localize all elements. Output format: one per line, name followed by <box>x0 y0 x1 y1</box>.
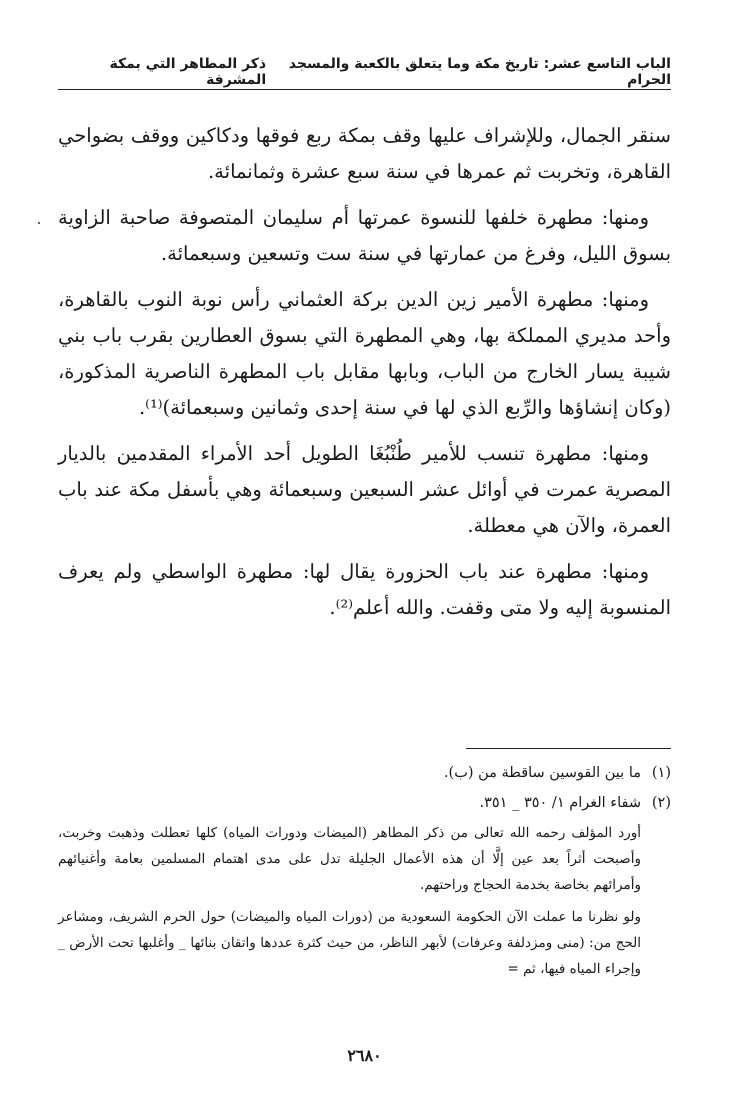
footnote-text: ما بين القوسين ساقطة من (ب). <box>443 765 641 781</box>
footnotes <box>58 760 671 988</box>
footnote-number: (٢) <box>651 795 671 811</box>
footnote <box>58 760 671 786</box>
paragraph: ومنها: مطهرة الأمير زين الدين بركة العثماني رأس نوبة النوب بالقاهرة، وأحد مديري المملكة بها، وهي المطهرة التي بسوق العطارين بقرب باب بني شيبة يسار الخارج من الباب، وبابها مقابل باب المطهرة الناصرية المذكورة، (وكان إنشاؤها والرِّبع الذي لها في سنة إحدى وثمانين وسبعمائة)⁽¹⁾. <box>58 288 671 419</box>
section-title: ذكر المطاهر التي بمكة المشرفة <box>109 56 267 88</box>
footnote-separator <box>466 748 671 749</box>
book-page <box>58 0 671 1114</box>
margin-mark <box>38 222 40 224</box>
commentary-paragraph: ولو نظرنا ما عملت الآن الحكومة السعودية من (دورات المياه والميضات) حول الحرم الشريف، ومشاعر الحج من: (منى ومزدلفة وعرفات) لأبهر الناظر، من حيث كثرة عددها واتقان بنائها _ وأغلبها تحت الأرض _ وإجراء المياه فيها، ثم = <box>58 909 641 977</box>
commentary-paragraph: أورد المؤلف رحمه الله تعالى من ذكر المطاهر (الميضات ودورات المياه) كلها تعطلت وذهبت وخربت، وأصبحت أثراً بعد عين إلَّا أن هذه الأعمال الجليلة تدل على مدى اهتمام المسلمين بعامة وأغنيائهم وأمرائهم بخاصة بخدمة الحجاج وراحتهم. <box>58 825 641 893</box>
paragraph: ومنها: مطهرة عند باب الحزورة يقال لها: مطهرة الواسطي ولم يعرف المنسوبة إليه ولا متى وقفت. والله أعلم⁽²⁾. <box>58 560 671 619</box>
editor-commentary <box>58 820 641 982</box>
page-number: ٢٦٨٠ <box>347 1046 382 1065</box>
footnote <box>58 790 671 816</box>
footnote-number: (١) <box>651 765 671 781</box>
paragraph: سنقر الجمال، وللإشراف عليها وقف بمكة ربع فوقها ودكاكين ووقف بضواحي القاهرة، وتخربت ثم عمرها في سنة سبع عشرة وثمانمائة. <box>58 124 671 183</box>
footnote-text: شفاء الغرام ١/ ٣٥٠ _ ٣٥١. <box>479 795 641 811</box>
chapter-title: الباب التاسع عشر: تاريخ مكة وما يتعلق بالكعبة والمسجد الحرام <box>288 56 671 88</box>
main-text <box>58 118 671 636</box>
header-rule <box>58 89 671 90</box>
paragraph: ومنها: مطهرة خلفها للنسوة عمرتها أم سليمان المتصوفة صاحبة الزاوية بسوق الليل، وفرغ من عمارتها في سنة ست وتسعين وسبعمائة. <box>58 206 671 265</box>
running-header <box>58 56 671 88</box>
paragraph: ومنها: مطهرة تنسب للأمير طُنْبُغَا الطويل أحد الأمراء المقدمين بالديار المصرية عمرت في أوائل عشر السبعين وسبعمائة وهي بأسفل مكة عند باب العمرة، والآن هي معطلة. <box>58 442 671 537</box>
